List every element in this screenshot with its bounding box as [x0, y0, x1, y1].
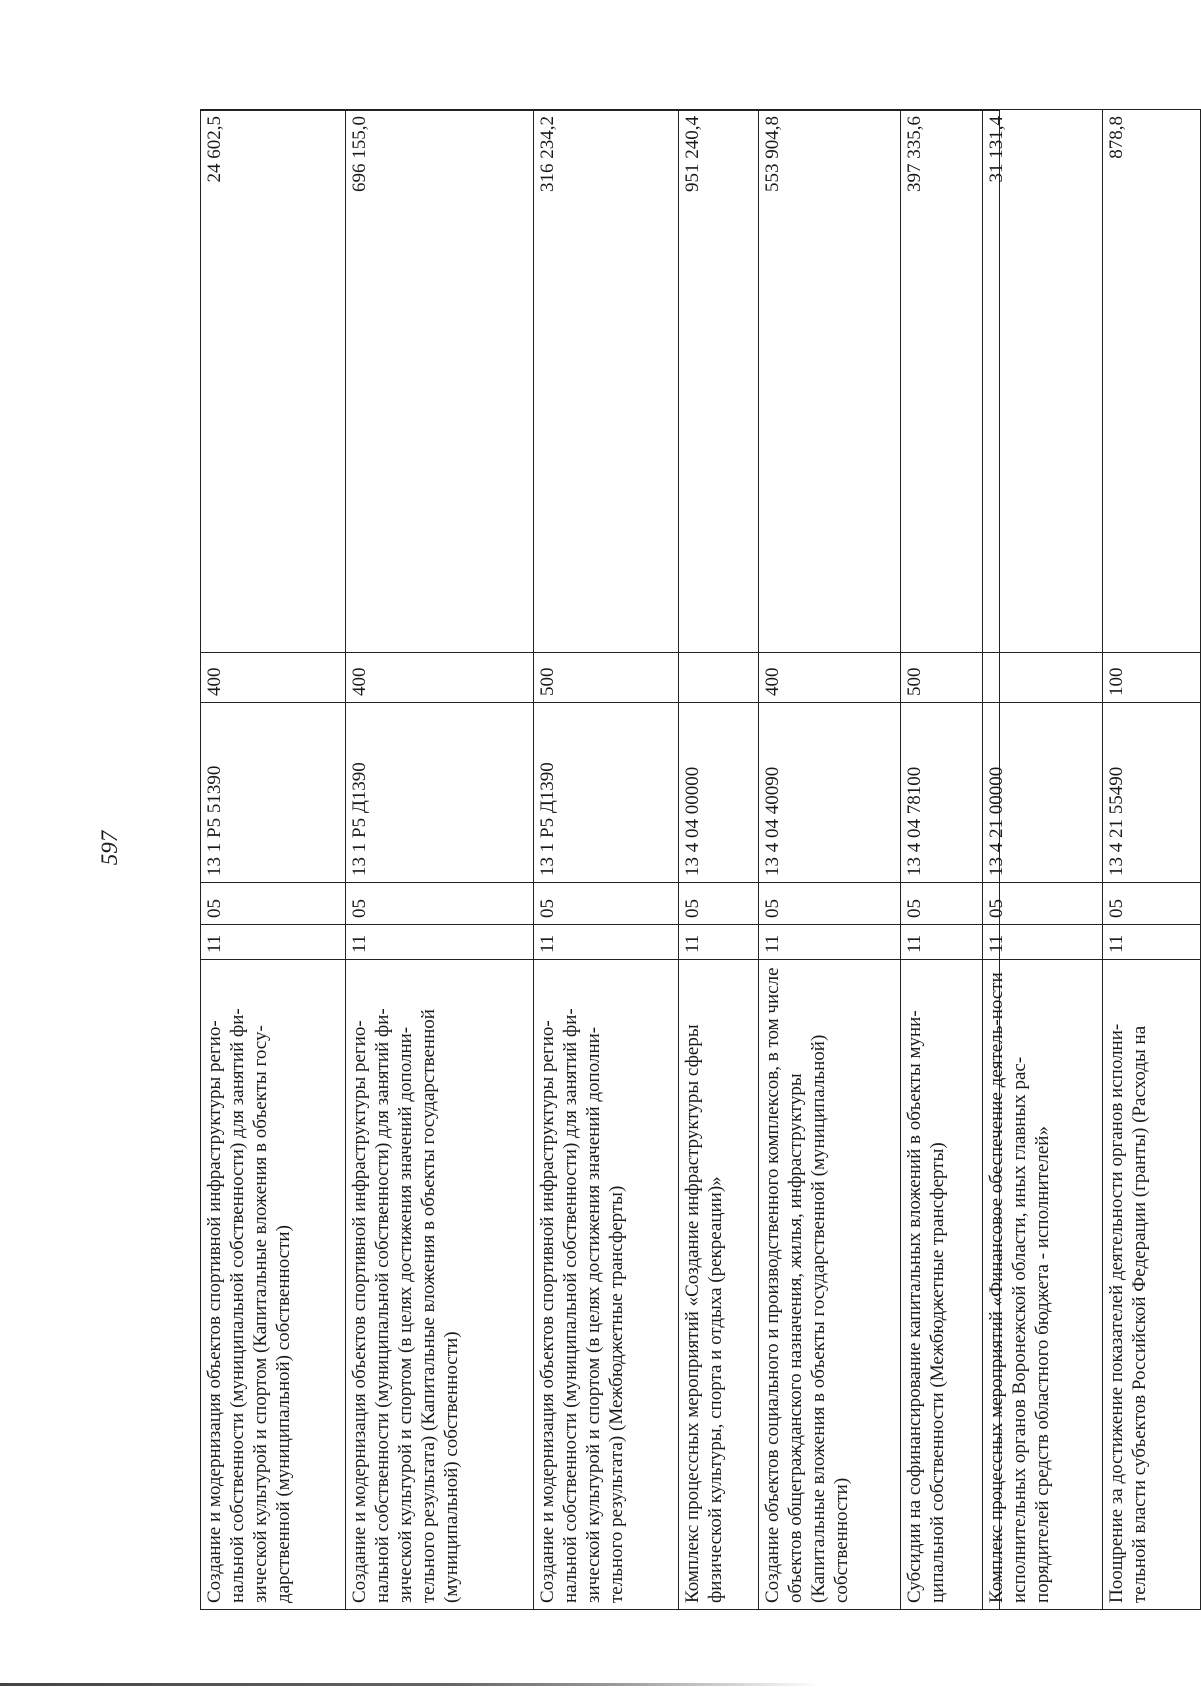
table-row	[534, 110, 679, 1610]
row-amount: 553 904,8	[759, 110, 901, 653]
row-ministry-code: 11	[983, 925, 1103, 960]
table-row	[201, 110, 346, 1610]
row-expense-type	[983, 653, 1103, 703]
row-name-cell: Создание объектов социального и производственного комплексов, в том числе объектов общегражданского назначения, жилья, инфраструктуры (Капитальные вложения в объекты государственной (муниципальной) собственности)	[759, 960, 901, 1610]
row-amount: 696 155,0	[346, 110, 534, 653]
table-row	[346, 110, 534, 1610]
row-subsection-code: 05	[983, 883, 1103, 925]
row-expense-type: 400	[201, 653, 346, 703]
rotated-table-content	[200, 110, 1150, 1610]
row-target-article: 13 4 04 40090	[759, 703, 901, 883]
row-amount: 878,8	[1103, 110, 1201, 653]
row-target-article: 13 1 P5 Д1390	[534, 703, 679, 883]
row-target-article: 13 4 21 00000	[983, 703, 1103, 883]
row-target-article: 13 1 P5 Д1390	[346, 703, 534, 883]
page-number: 597	[97, 830, 122, 866]
row-target-article: 13 1 P5 51390	[201, 703, 346, 883]
row-expense-type: 500	[534, 653, 679, 703]
row-ministry-code: 11	[901, 925, 983, 960]
row-subsection-code: 05	[346, 883, 534, 925]
row-target-article: 13 4 21 55490	[1103, 703, 1201, 883]
row-subsection-code: 05	[534, 883, 679, 925]
row-subsection-code: 05	[759, 883, 901, 925]
row-name-cell: Создание и модернизация объектов спортивной инфраструктуры регио-нальной собственности (муниципальной собственности) для занятий фи-зической культурой и спортом (в целях достижения значений дополни-тельного результата) (Капитальные вложения в объекты государственной (муниципальной) собственности)	[346, 960, 534, 1610]
row-ministry-code: 11	[534, 925, 679, 960]
budget-table	[200, 109, 1201, 1610]
row-target-article: 13 4 04 78100	[901, 703, 983, 883]
table-row	[983, 110, 1103, 1610]
row-expense-type: 400	[759, 653, 901, 703]
row-target-article: 13 4 04 00000	[679, 703, 759, 883]
row-expense-type: 500	[901, 653, 983, 703]
row-ministry-code: 11	[1103, 925, 1201, 960]
row-amount: 951 240,4	[679, 110, 759, 653]
row-subsection-code: 05	[679, 883, 759, 925]
row-name-cell: Создание и модернизация объектов спортивной инфраструктуры регио-нальной собственности (муниципальной собственности) для занятий фи-зической культурой и спортом (Капитальные вложения в объекты госу-дарственной (муниципальной) собственности)	[201, 960, 346, 1610]
table-row	[759, 110, 901, 1610]
row-name-cell: Субсидии на софинансирование капитальных вложений в объекты муни-ципальной собственности (Межбюджетные трансферты)	[901, 960, 983, 1610]
row-amount: 316 234,2	[534, 110, 679, 653]
row-amount: 31 131,4	[983, 110, 1103, 653]
row-amount: 397 335,6	[901, 110, 983, 653]
row-name-cell: Создание и модернизация объектов спортивной инфраструктуры регио-нальной собственности (муниципальной собственности) для занятий фи-зической культурой и спортом (в целях достижения значений дополни-тельного результата) (Межбюджетные трансферты)	[534, 960, 679, 1610]
row-subsection-code: 05	[1103, 883, 1201, 925]
row-name-cell: Поощрение за достижение показателей деятельности органов исполни-тельной власти субъектов Российской Федерации (гранты) (Расходы на	[1103, 960, 1201, 1610]
table-row	[1103, 110, 1201, 1610]
row-expense-type: 400	[346, 653, 534, 703]
row-ministry-code: 11	[201, 925, 346, 960]
row-subsection-code: 05	[201, 883, 346, 925]
budget-table-frame	[200, 110, 1150, 1610]
row-expense-type	[679, 653, 759, 703]
row-amount: 24 602,5	[201, 110, 346, 653]
scan-edge-line	[0, 1683, 820, 1686]
table-row	[901, 110, 983, 1610]
row-ministry-code: 11	[759, 925, 901, 960]
row-expense-type: 100	[1103, 653, 1201, 703]
table-row	[679, 110, 759, 1610]
row-name-cell: Комплекс процессных мероприятий «Создание инфраструктуры сферы физической культуры, спорта и отдыха (рекреации)»	[679, 960, 759, 1610]
row-ministry-code: 11	[679, 925, 759, 960]
row-subsection-code: 05	[901, 883, 983, 925]
row-ministry-code: 11	[346, 925, 534, 960]
row-name-cell: Комплекс процессных мероприятий «Финансовое обеспечение деятель-ности исполнительных органов Воронежской области, иных главных рас-порядителей средств областного бюджета - исполнителей»	[983, 960, 1103, 1610]
budget-table-body	[201, 110, 1201, 1610]
